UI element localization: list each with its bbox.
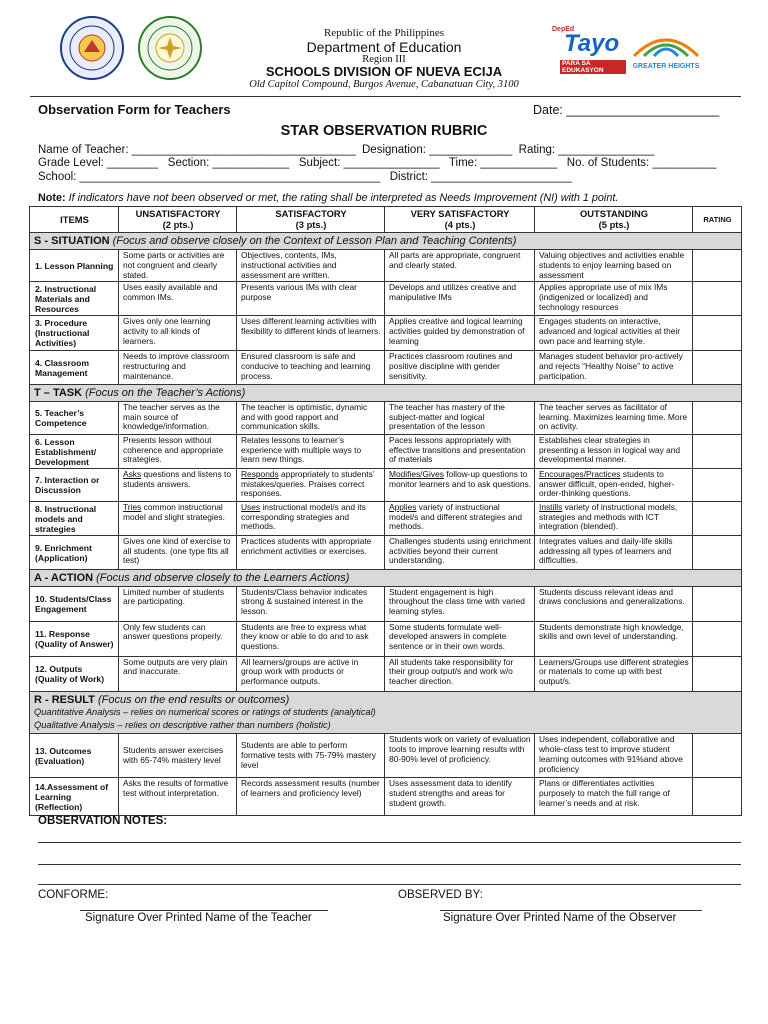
rating-cell[interactable] [693, 468, 742, 501]
table-row: 7. Interaction or Discussion Asks questions and listens to students answers. Responds appropriately to students’ mistakes/queries. Praises correct responses. Modifies/Gives follow-up questions to monitor learners and to ask questions. Encourages/Practices students to answer difficult, open-ended, higher-order-thinking questions. [30, 468, 742, 501]
table-row: 3. Procedure (Instructional Activities) Gives only one learning activity to all kinds of learners. Uses different learning activities with flexibility to different kinds of learners. Applies creative and logical learning activities guided by demonstration of learning Engages students on interactive, advanced and logical activities at their own pace and learning style. [30, 315, 742, 350]
rating-cell[interactable] [693, 401, 742, 434]
address-text: Old Capitol Compound, Burgos Avenue, Cabanatuan City, 3100 [249, 78, 519, 90]
rating-cell[interactable] [693, 350, 742, 384]
date-field[interactable]: Date: ______________________ [533, 103, 720, 117]
col-rating: RATING [693, 207, 742, 233]
observer-signature-caption: Signature Over Printed Name of the Observer [443, 912, 677, 924]
observed-by-label: OBSERVED BY: [398, 889, 483, 901]
rating-cell[interactable] [693, 281, 742, 315]
teacher-signature-caption: Signature Over Printed Name of the Teacher [85, 912, 312, 924]
notes-line[interactable] [38, 864, 741, 865]
division-text: SCHOOLS DIVISION OF NUEVA ECIJA [265, 64, 503, 80]
tayo-logo [552, 26, 626, 72]
col-unsatisfactory: UNSATISFACTORY (2 pts.) [119, 207, 237, 233]
qualitative-note: Qualitative Analysis – relies on descriptive rather than numbers (holistic) [34, 720, 331, 731]
table-row: 13. Outcomes (Evaluation) Students answer exercises with 65-74% mastery level Students are able to perform formative tests with 75-79% mastery level Students work on variety of evaluation tools to improve learning results with 80-90% level of proficiency. Uses independent, collaborative and whole-class test to improve student learning outcomes with 91%and above proficiency [30, 734, 742, 778]
table-row: 10. Students/Class Engagement Limited number of students are participating. Students/Class behavior indicates strong & sustained interest in the lesson. Student engagement is high throughout the class time with varied learning styles. Students discuss relevant ideas and draws conclusions and generalizations. [30, 586, 742, 621]
observer-signature-line[interactable] [440, 910, 702, 911]
notes-line[interactable] [38, 884, 741, 885]
rating-cell[interactable] [693, 778, 742, 816]
notes-line[interactable] [38, 842, 741, 843]
rating-cell[interactable] [693, 734, 742, 778]
table-row: 9. Enrichment (Application) Gives one kind of exercise to all students. (one type fits all test) Practices students with appropriate enrichment activities or exercises. Challenges students using enrichment activities beyond their current understanding. Integrates values and daily-life skills addressing all types of learners and difficulties. [30, 535, 742, 569]
table-row: 8. Instructional models and strategies Tries common instructional model and slight strategies. Uses instructional model/s and its corresponding strategies and methods. Applies variety of instructional model/s and different strategies and methods. Instills variety of instructional models, strategies and methods with ICT integration (blended). [30, 501, 742, 535]
note-text: If indicators have not been observed or met, the rating shall be interpreted as Needs Improvement (NI) with 1 point. [65, 192, 619, 204]
teacher-info-line[interactable]: Name of Teacher: ___________________________________ Designation: _____________ Rating: _______________ [38, 144, 655, 156]
tayo-logo-deped: DepEd [552, 26, 575, 33]
deped-seal-graphic [62, 18, 122, 78]
header-row [30, 207, 742, 233]
col-items: ITEMS [30, 207, 119, 233]
form-title-left: Observation Form for Teachers [38, 102, 231, 117]
header-rule [30, 96, 741, 97]
rating-cell[interactable] [693, 535, 742, 569]
rating-cell[interactable] [693, 249, 742, 281]
note [38, 192, 618, 204]
rating-cell[interactable] [693, 621, 742, 656]
table-row: 1. Lesson Planning Some parts or activities are not congruent and clearly stated. Objectives, contents, IMs, instructional activities and assessment are written. All parts are appropriate, congruent and clearly stated. Valuing objectives and activities enable students to enjoy learning based on assessment [30, 249, 742, 281]
rating-cell[interactable] [693, 434, 742, 468]
rating-cell[interactable] [693, 586, 742, 621]
rating-cell[interactable] [693, 315, 742, 350]
rating-cell[interactable] [693, 501, 742, 535]
table-row: 5. Teacher’s Competence The teacher serves as the main source of knowledge/information. The teacher is optimistic, dynamic and with good rapport and communication skills. The teacher has mastery of the subject-matter and logical presentation of the lesson The teacher serves as facilitator of learning. Maximizes learning time. More on activity. [30, 401, 742, 434]
quantitative-note: Quantitative Analysis – relies on numerical scores or ratings of students (analytical) [34, 707, 376, 718]
section-result: R - RESULT (Focus on the end results or outcomes) Quantitative Analysis – relies on numerical scores or ratings of students (analytical) Qualitative Analysis – relies on descriptive rather than numbers (holistic) [30, 691, 742, 734]
table-row: 14.Assessment of Learning (Reflection) Asks the results of formative test without interpretation. Records assessment results (number of learners and proficiency level) Uses assessment data to identify student strengths and areas for student growth. Plans or differentiates activities purposely to match the full range of learner’s needs and at risk. [30, 778, 742, 816]
col-outstanding: OUTSTANDING (5 pts.) [535, 207, 693, 233]
tayo-logo-sub: PARA SA EDUKASYON [560, 60, 626, 74]
col-very-satisfactory: VERY SATISFACTORY (4 pts.) [385, 207, 535, 233]
table-row: 6. Lesson Establishment/ Development Presents lesson without coherence and appropriate strategies. Relates lessons to learner’s experience with multiple ways to learn new things. Paces lessons appropriately with effective transitions and presentation of materials Establishes clear strategies in presenting a lesson in logical way and developmental manner. [30, 434, 742, 468]
section-situation: S - SITUATION (Focus and observe closely on the Context of Lesson Plan and Teaching Contents) [30, 233, 742, 250]
note-label: Note: [38, 192, 66, 204]
region-text: Region III [362, 54, 406, 66]
rating-cell[interactable] [693, 656, 742, 691]
section-task: T – TASK (Focus on the Teacher’s Actions) [30, 384, 742, 401]
school-info-line[interactable]: School: _______________________________________________ District: ______________________ [38, 171, 572, 183]
table-row: 2. Instructional Materials and Resources Uses easily available and common IMs. Presents various IMs with clear purpose Develops and utilizes creative and manipulative IMs Applies appropriate use of mix IMs (indigenized or localized) and technology resources [30, 281, 742, 315]
col-satisfactory: SATISFACTORY (3 pts.) [237, 207, 385, 233]
table-row: 4. Classroom Management Needs to improve classroom restructuring and maintenance. Ensured classroom is safe and conducive to teaching and learning process. Practices classroom routines and positive discipline with gender sensitivity. Manages student behavior pro-actively and rejects “Healthy Noise” to active participation. [30, 350, 742, 384]
observation-notes-label: OBSERVATION NOTES: [38, 815, 168, 827]
rubric-title: STAR OBSERVATION RUBRIC [280, 123, 488, 139]
table-row: 11. Response (Quality of Answer) Only few students can answer questions properly. Students are free to express what they know or able to do and to ask questions. Some students formulate well-developed answers in complete sentence or in their own words. Students demonstrate high knowledge, skills and own level of understanding. [30, 621, 742, 656]
greater-heights-text: GREATER HEIGHTS [632, 63, 700, 70]
teacher-signature-line[interactable] [80, 910, 328, 911]
table-row: 12. Outputs (Quality of Work) Some outputs are very plain and inaccurate. All learners/groups are active in group work with products or performance outputs. All students take responsibility for their group output/s and work w/o teacher direction. Learners/Groups use different strategies or materials to come up with best output/s. [30, 656, 742, 691]
tayo-logo-main: Tayo [564, 30, 620, 57]
greater-heights-logo [630, 30, 702, 72]
republic-text: Republic of the Philippines [323, 27, 445, 39]
rubric-table [29, 206, 742, 816]
section-action: A - ACTION (Focus and observe closely to the Learners Actions) [30, 569, 742, 586]
department-text: Department of Education [306, 38, 462, 55]
deped-seal [60, 16, 124, 80]
letterhead [180, 28, 588, 90]
greater-heights-graphic [630, 30, 702, 60]
class-info-line[interactable]: Grade Level: ________ Section: ____________ Subject: _______________ Time: ____________ No. of Students: __________ [38, 157, 717, 169]
conforme-label: CONFORME: [38, 889, 109, 901]
